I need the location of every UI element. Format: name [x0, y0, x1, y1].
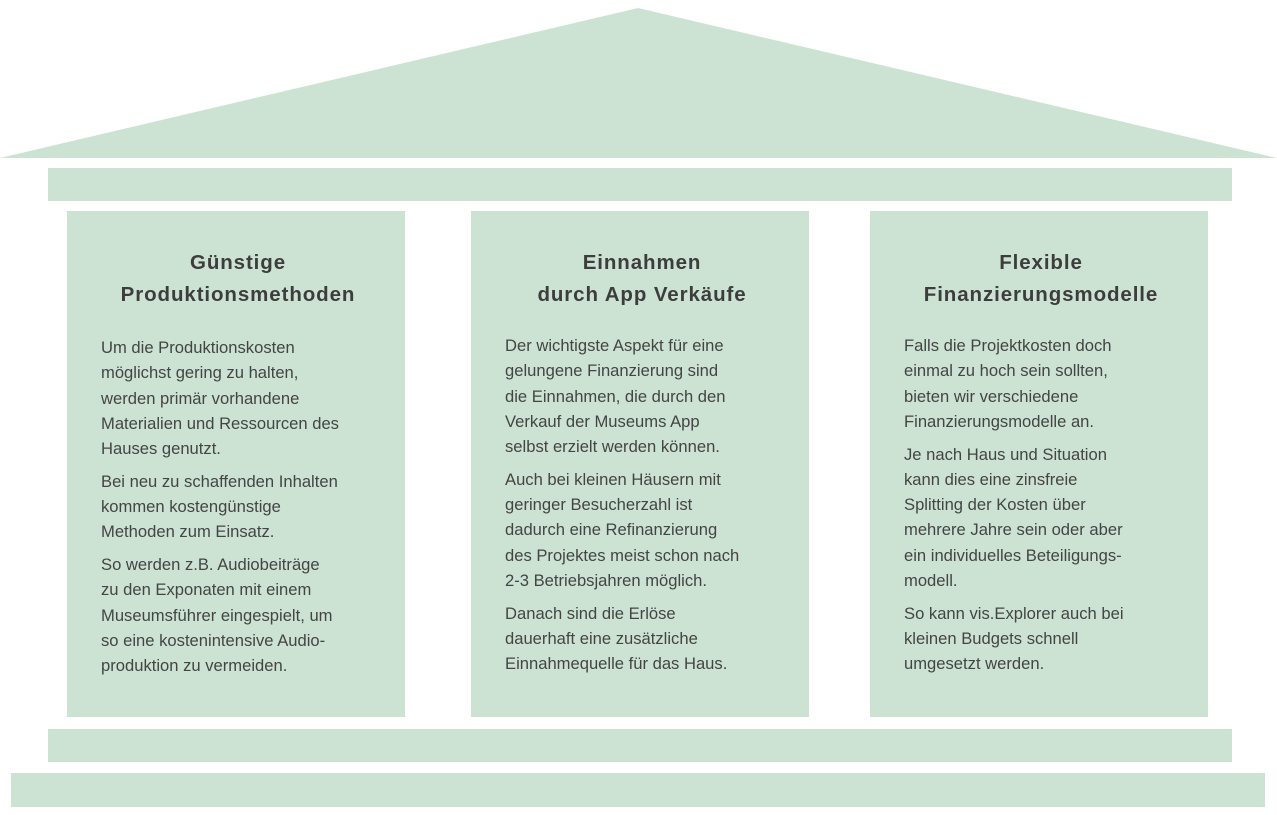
pillar-paragraph: Danach sind die Erlöse dauerhaft eine zusätzliche Einnahmequelle für das Haus.	[505, 603, 728, 674]
pillar-production-methods	[67, 211, 405, 717]
pillar-text	[505, 333, 779, 677]
pillar-title	[890, 247, 1192, 311]
pillar-title-line: Günstige	[189, 251, 287, 274]
pillar-paragraph: Je nach Haus und Situation kann dies eine zinsfreie Splitting der Kosten über mehrere Jahre sein oder aber ein individuelles Beteiligungs- modell.	[904, 444, 1123, 591]
pillar-app-revenue	[471, 211, 809, 717]
roof	[0, 8, 1277, 159]
pillar-title	[491, 247, 793, 311]
pillar-paragraph: Auch bei kleinen Häusern mit geringer Besucherzahl ist dadurch eine Refinanzierung des Projektes meist schon nach 2-3 Betriebsjahren möglich.	[505, 469, 740, 591]
pillar-paragraph: So werden z.B. Audiobeiträge zu den Exponaten mit einem Museumsführer eingespielt, um so eine kostenintensive Audio- produktion zu vermeiden.	[101, 555, 333, 676]
pillar-title-line: Finanzierungsmodelle	[923, 283, 1159, 306]
roof-triangle	[0, 8, 1277, 158]
pillar-paragraph: Um die Produktionskosten möglichst gering zu halten, werden primär vorhandene Materialien und Ressourcen des Hauses genutzt.	[101, 338, 339, 459]
pillar-text	[904, 333, 1178, 677]
entablature-beam	[48, 168, 1232, 201]
pillar-financing-models	[870, 211, 1208, 717]
pillar-paragraph: Falls die Projektkosten doch einmal zu hoch sein sollten, bieten wir verschiedene Finanzierungsmodelle an.	[904, 336, 1112, 431]
pillar-title-line: durch App Verkäufe	[537, 283, 747, 306]
base-step-upper	[48, 729, 1232, 762]
pillar-paragraph: Der wichtigste Aspekt für eine gelungene Finanzierung sind die Einnahmen, die durch den Verkauf der Museums App selbst erzielt werden können.	[505, 336, 726, 457]
pillar-title-line: Flexible	[999, 251, 1083, 274]
pillar-title-line: Einnahmen	[582, 251, 702, 274]
pillar-paragraph: So kann vis.Explorer auch bei kleinen Budgets schnell umgesetzt werden.	[904, 603, 1124, 674]
pillar-title-line: Produktionsmethoden	[120, 283, 356, 306]
pillar-text	[101, 335, 375, 679]
pillar-paragraph: Bei neu zu schaffenden Inhalten kommen kostengünstige Methoden zum Einsatz.	[101, 471, 338, 542]
base-step-lower	[11, 773, 1265, 807]
pillar-title	[87, 247, 389, 311]
